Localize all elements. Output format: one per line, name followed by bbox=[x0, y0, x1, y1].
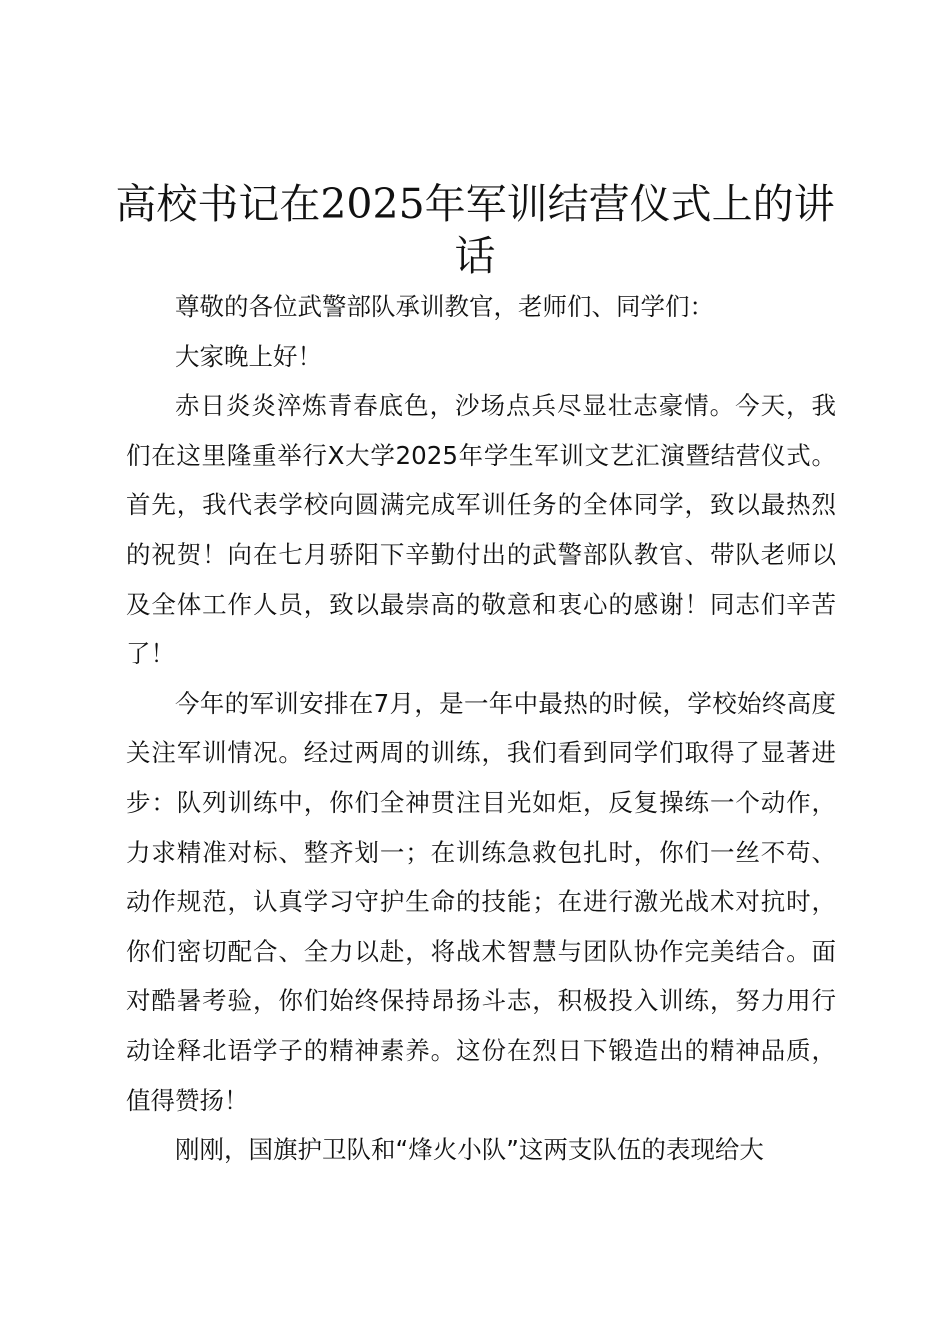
body-paragraph: 刚刚，国旗护卫队和“烽火小队”这两支队伍的表现给大 bbox=[175, 1135, 764, 1165]
document-title: 高校书记在2025年军训结营仪式上的讲话 bbox=[115, 180, 835, 280]
greeting-paragraph: 大家晚上好！ bbox=[175, 341, 322, 371]
body-paragraph: 今年的军训安排在7月，是一年中最热的时候，学校始终高度关注军训情况。经过两周的训练，我们看到同学们取得了显著进步：队列训练中，你们全神贯注目光如炬，反复操练一个动作，力求精准对标、整齐划一；在训练急救包扎时，你们一丝不苟、动作规范，认真学习守护生命的技能；在进行激光战术对抗时，你们密切配合、全力以赴，将战术智慧与团队协作完美结合。面对酷暑考验，你们始终保持昂扬斗志，积极投入训练，努力用行动诠释北语学子的精神素养。这份在烈日下锻造出的精神品质，值得赞扬！ bbox=[126, 688, 836, 1115]
body-paragraph: 赤日炎炎淬炼青春底色，沙场点兵尽显壮志豪情。今天，我们在这里隆重举行X大学2025年学生军训文艺汇演暨结营仪式。首先，我代表学校向圆满完成军训任务的全体同学，致以最热烈的祝贺！向在七月骄阳下辛勤付出的武警部队教官、带队老师以及全体工作人员，致以最崇高的敬意和衷心的感谢！同志们辛苦了！ bbox=[126, 391, 836, 669]
document-body bbox=[126, 282, 836, 1175]
salutation-paragraph: 尊敬的各位武警部队承训教官，老师们、同学们： bbox=[175, 292, 714, 321]
